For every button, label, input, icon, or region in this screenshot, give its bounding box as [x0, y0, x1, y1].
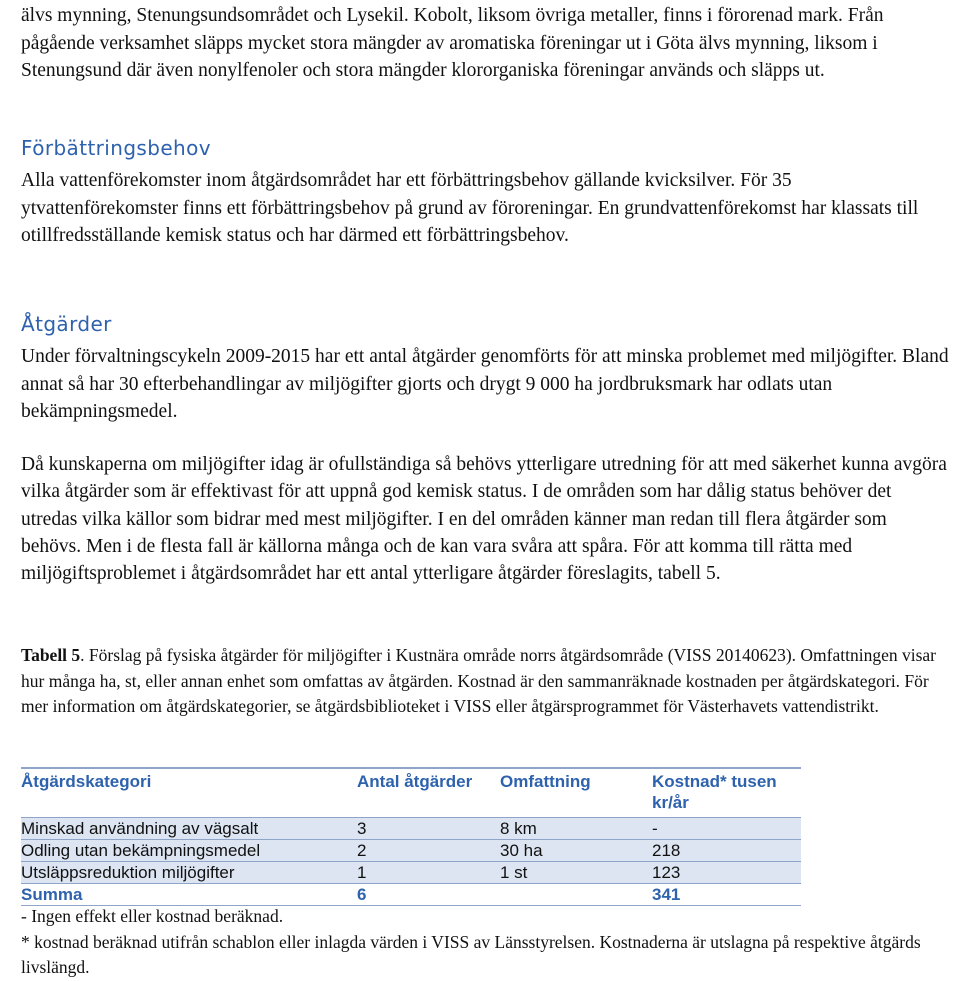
table-cell: -: [652, 819, 658, 838]
header-atgardskategori: Åtgärdskategori: [21, 772, 152, 791]
note-cost-estimate: * kostnad beräknad utifrån schablon eller inlagda värden i VISS av Länsstyrelsen. Kostnaderna är utslagna på respektive åtgärds livslängd.: [21, 931, 921, 977]
table-row: [21, 818, 801, 840]
atgarder-paragraph: Under förvaltningscykeln 2009-2015 har ett antal åtgärder genomförts för att minska problemet med miljögifter. Bland annat så har 30 efterbehandlingar av miljögifter gjorts och drygt 9 000 ha jordbruksmark har odlats utan bekämpningsmedel.: [21, 346, 949, 422]
table-cell: Minskad användning av vägsalt: [21, 819, 259, 838]
table-row: [21, 862, 801, 884]
table-caption-label: Tabell 5: [21, 645, 81, 665]
table-cell: 8 km: [500, 819, 537, 838]
table-caption: [21, 643, 951, 720]
table-notes: [21, 904, 956, 981]
section-heading-atgarder: Åtgärder: [21, 312, 112, 336]
measures-table: [21, 767, 801, 906]
table-sum-row: [21, 884, 801, 906]
forbattringsbehov-paragraph: Alla vattenförekomster inom åtgärdsområdet har ett förbättringsbehov gällande kvicksilver. För 35 ytvattenförekomster finns ett förbättringsbehov på grund av föroreningar. En grundvattenförekomst har klassats till otillfredsställande kemisk status och har därmed ett förbättringsbehov.: [21, 170, 919, 246]
note-no-effect: - Ingen effekt eller kostnad beräknad.: [21, 906, 284, 926]
section-heading-forbattringsbehov: Förbättringsbehov: [21, 136, 212, 160]
sum-label: Summa: [21, 884, 357, 906]
table-cell: 218: [652, 841, 681, 860]
table-cell: 123: [652, 863, 681, 882]
table-cell: Utsläppsreduktion miljögifter: [21, 863, 235, 882]
table-cell: 1 st: [500, 863, 528, 882]
table-header-row: [21, 768, 801, 818]
table-cell: 1: [357, 863, 367, 882]
table-row: [21, 840, 801, 862]
table-cell: 2: [357, 841, 367, 860]
kunskap-paragraph: Då kunskaperna om miljögifter idag är ofullständiga så behövs ytterligare utredning för att med säkerhet kunna avgöra vilka åtgärder som är effektivast för att uppnå god kemisk status. I de områden som har dålig status behöver det utredas vilka källor som bidrar med mest miljögifter. I en del områden känner man redan till flera åtgärder som behövs. Men i de flesta fall är källorna många och de kan vara svåra att spåra. För att komma till rätta med miljögiftsproblemet i åtgärdsområdet har ett antal ytterligare åtgärder föreslagits, tabell 5.: [21, 454, 947, 585]
table-cell: Odling utan bekämpningsmedel: [21, 841, 261, 860]
header-kostnad: Kostnad* tusen kr/år: [652, 772, 777, 812]
sum-kostnad: 341: [652, 884, 801, 906]
sum-antal: 6: [357, 884, 500, 906]
header-antal-atgarder: Antal åtgärder: [357, 772, 473, 791]
sum-omfattning: [500, 884, 652, 906]
intro-paragraph: älvs mynning, Stenungsundsområdet och Lysekil. Kobolt, liksom övriga metaller, finns i förorenad mark. Från pågående verksamhet släpps mycket stora mängder av aromatiska föreningar ut i Göta älvs mynning, liksom i Stenungsund där även nonylfenoler och stora mängder klororganiska föreningar används och släpps ut.: [21, 5, 884, 81]
table-cell: 30 ha: [500, 841, 543, 860]
table-caption-text: . Förslag på fysiska åtgärder för miljögifter i Kustnära område norrs åtgärdsområde (VISS 20140623). Omfattningen visar hur många ha, st, eller annan enhet som omfattas av åtgärden. Kostnad är den sammanräknade kostnaden per åtgärdskategori. För mer information om åtgärdskategorier, se åtgärdsbiblioteket i VISS eller åtgärsprogrammet för Västerhavets vattendistrikt.: [21, 645, 936, 716]
table-cell: 3: [357, 819, 367, 838]
header-omfattning: Omfattning: [500, 772, 591, 791]
